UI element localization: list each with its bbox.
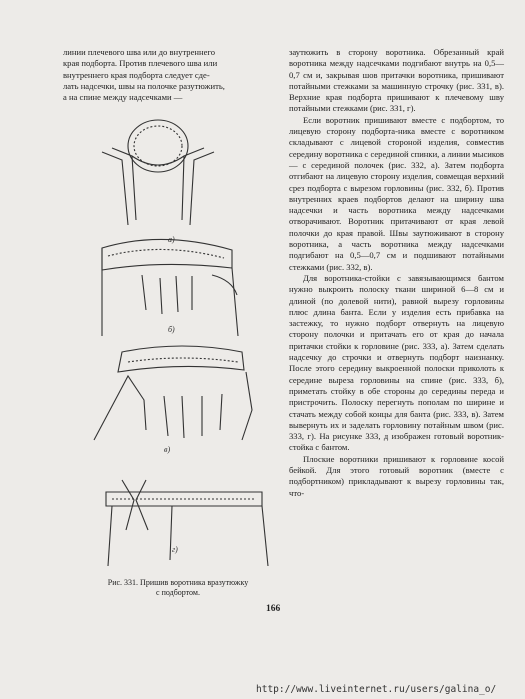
left-line: линии плечевого шва или до внутреннего bbox=[63, 47, 216, 57]
paragraph: Если воротник пришивают вместе с подбортом, то лицевую сторону подборта-ника вместе с воротником складывают с лицевой стороной изделия, совместив середину воротника с серединой спинки, а линии мысиков — с серединой полочек (рис. 332, а). Затем подборта отгибают на лицевую сторону изделия, совмещая верхний срез подборта с вырезом горловины (рис. 332, б). Против внутренних краев подбортов делают на ширину шва надсечки и часть воротника между надсечками отворачивают. Воротник притачивают от края левой полочки до края правой. Швы заутюживают в сторону воротника, а часть воротника между надсечками подгибают на 0,5—0,7 см и подшивают потайными стежками (рис. 332, в). bbox=[289, 114, 504, 272]
left-line: внутреннего края подборта следует сде- bbox=[63, 69, 210, 80]
figure-d-drawing bbox=[106, 480, 268, 566]
figure-a-drawing bbox=[102, 120, 214, 225]
collar-sewing-figure bbox=[72, 100, 282, 578]
figure-label-a: а) bbox=[168, 235, 175, 244]
figure-label-b: б) bbox=[168, 325, 175, 334]
footer-url: http://www.liveinternet.ru/users/galina_o/ bbox=[256, 684, 497, 695]
paragraph: Для воротника-стойки с завязывающимся бантом нужно выкроить полоску ткани шириной 6—8 см и длиной (по долевой нити), равной вырезу горловины плюс длина банта. Если у изделия есть прибавка на застежку, то нужно подборт отвернуть на лицевую сторону полочки и притачать его от края до начала притачки стойки к горловине (рис. 333, а). Затем сделать надсечку до строчки и отвернуть подборт наизнанку. После этого середину выкроенной полоски приколоть к середине выреза горловины на спине (рис. 333, б), приметать стойку в обе стороны до середины переда и пристрочить. Полоску перегнуть пополам по ширине и стачать между собой концы для банта (рис. 333, в). Затем вывернуть их и заделать горловину потайным швом (рис. 333, г). На рисунке 333, д изображен готовый воротник-стойка с бантом. bbox=[289, 272, 504, 453]
figure-b-drawing bbox=[102, 239, 238, 336]
figure-label-d: г) bbox=[172, 545, 178, 554]
left-line: лать надсечки, швы на полочке разутюжить, bbox=[63, 80, 225, 91]
left-line: а на спине между надсечками — bbox=[63, 92, 183, 103]
figure-caption bbox=[72, 578, 284, 598]
figure-label-c: в) bbox=[164, 445, 171, 454]
left-line: края подборта. Против плечевого шва или bbox=[63, 58, 218, 69]
right-column-text bbox=[289, 47, 504, 499]
paragraph: заутюжить в сторону воротника. Обрезанный край воротника между надсечками подгибают внутрь на 0,5—0,7 см и, закрывая шов притачки воротника, пришивают потайными стежками за машинную строчку (рис. 331, в). Верхние края подборта пришивают к плечевому шву потайными стежками (рис. 331, г). bbox=[289, 47, 504, 114]
figure-c-drawing bbox=[94, 346, 252, 440]
paragraph: Плоские воротники пришивают к горловине косой бейкой. Для этого готовый воротник (вместе с подбортником) прикладывают к вырезу горловины так, что- bbox=[289, 453, 504, 498]
caption-line: Рис. 331. Пришив воротника вразутюжку bbox=[107, 578, 249, 587]
left-column-text bbox=[63, 47, 275, 103]
page-number: 166 bbox=[266, 604, 281, 614]
caption-line: с подбортом. bbox=[156, 588, 200, 597]
